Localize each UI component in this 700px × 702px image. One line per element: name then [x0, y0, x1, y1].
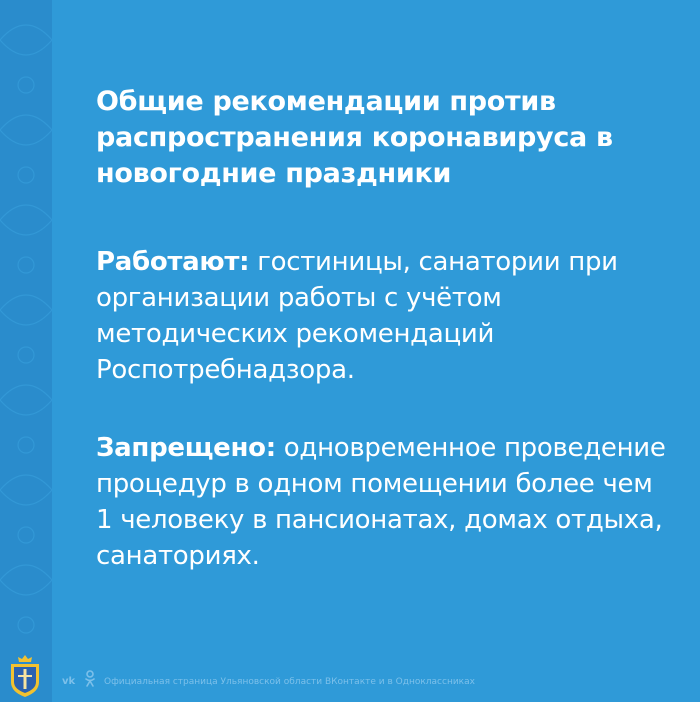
- paragraph-working: [96, 244, 676, 388]
- coat-of-arms-icon: [6, 654, 44, 698]
- paragraph-prohibited: [96, 430, 676, 574]
- odnoklassniki-icon[interactable]: [84, 670, 96, 688]
- decorative-side-strip: [0, 0, 52, 702]
- paragraph-text: гостиницы, санатории при организации работы с учётом методических рекомендаций Роспотребнадзора.: [96, 247, 618, 385]
- paragraph-lead: Работают:: [96, 247, 250, 277]
- ornament-pattern: [0, 0, 52, 702]
- vk-icon[interactable]: vk: [62, 676, 76, 687]
- footer-caption: Официальная страница Ульяновской области ВКонтакте и в Одноклассниках: [104, 677, 475, 687]
- paragraph-text: одновременное проведение процедур в одном помещении более чем 1 человеку в пансионатах, домах отдыха, санаториях.: [96, 433, 666, 571]
- main-content: [96, 84, 676, 574]
- page-title: Общие рекомендации против распространения коронавируса в новогодние праздники: [96, 86, 613, 189]
- footer: [0, 650, 700, 702]
- paragraph-lead: Запрещено:: [96, 433, 276, 463]
